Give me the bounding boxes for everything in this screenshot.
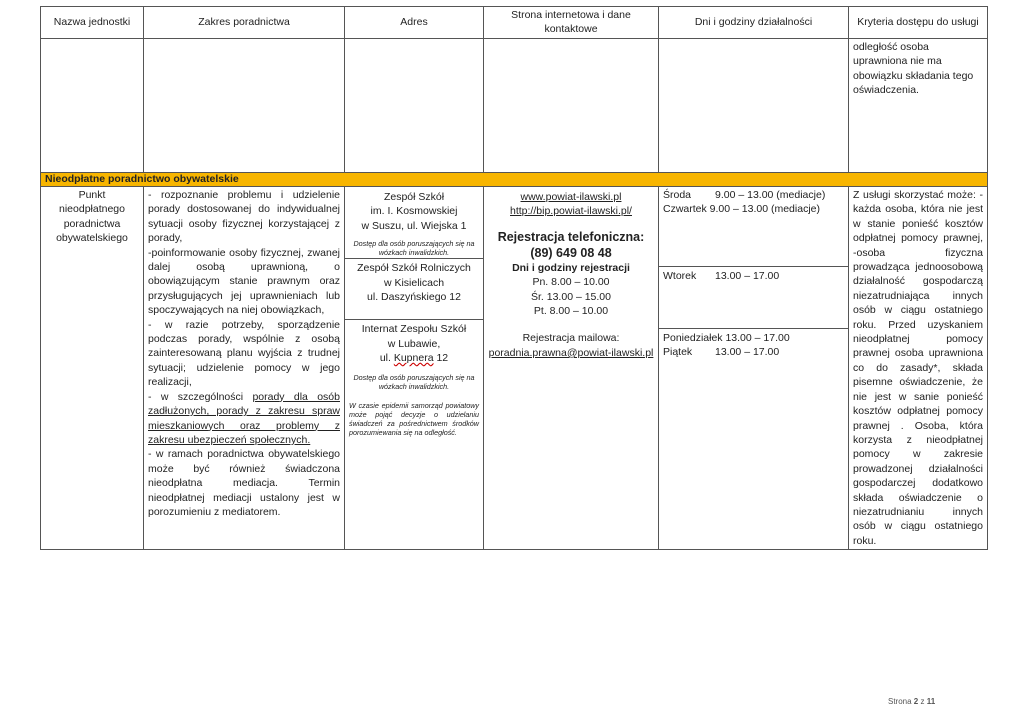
bip-link[interactable]: http://bip.powiat-ilawski.pl/: [510, 205, 632, 218]
scope-topics: porady dla osób zadłużonych, porady z zakresu spraw mieszkaniowych oraz problemy z zakresu ubezpieczeń społecznych.: [148, 390, 340, 446]
scope-cell: [144, 187, 345, 550]
address-1-line: w Suszu, ul. Wiejska 1: [361, 219, 467, 232]
header-unit-name: Nazwa jednostki: [41, 7, 144, 39]
registration-hour: Pn. 8.00 – 10.00: [532, 276, 610, 289]
email-link[interactable]: poradnia.prawna@powiat-ilawski.pl: [488, 346, 654, 359]
scope-item: - w razie potrzeby, sporządzenie podczas porady, wspólnie z osobą zainteresowaną planu wyjścia z trudnej sytuacji; udzielenie pomocy w jego realizacji,: [148, 318, 340, 389]
contact-cell: [484, 187, 659, 550]
address-2-line: w Kisielicach: [383, 276, 445, 289]
header-scope: Zakres poradnictwa: [144, 7, 345, 39]
address-cell: [345, 187, 484, 550]
scope-item: - rozpoznanie problemu i udzielenie porady dostosowanej do indywidualnej sytuacji osoby fizycznej korzystającej z porady,: [148, 189, 340, 245]
page-number: Strona 2 z 11: [888, 697, 936, 706]
criteria-cell: Z usługi skorzystać może: - każda osoba, która nie jest w stanie ponieść kosztów odpłatnej pomocy prawnej, -osoba fizyczna prowadząca jednoosobową działalność gospodarczą niezatrudniająca innych osób w ciągu ostatniego roku. Przed uzyskaniem nieodpłatnej pomocy prawnej osoba uprawniona co do zasady*, składa pisemne oświadczenie, że nie jest w sanie ponieść kosztów odpłatnej pomocy prawnej . Osoba, która korzysta z nieodpłatnej pomocy w zakresie prowadzonej działalności gospodarczej dodatkowo składa oświadczenie o niezatrudnianiu innych osób w ciągu ostatniego roku.: [849, 187, 988, 550]
unit-name: Punkt nieodpłatnego poradnictwa obywatelskiego: [41, 187, 144, 550]
website-link[interactable]: www.powiat-ilawski.pl: [520, 191, 622, 203]
schedule-item: Piątek 13.00 – 17.00: [663, 346, 780, 359]
header-address: Adres: [345, 7, 484, 39]
service-row: [41, 187, 988, 550]
epidemic-note: W czasie epidemii samorząd powiatowy może pojąć decyzje o udzielaniu świadczeń za pośrednictwem środków porozumiewania się na odległość.: [349, 401, 479, 438]
mail-heading: Rejestracja mailowa:: [522, 332, 620, 345]
continued-criteria: odległość osoba uprawniona nie ma obowiązku składania tego oświadczenia.: [849, 39, 988, 173]
phone-number: (89) 649 08 48: [530, 245, 612, 260]
address-1-line: Zespół Szkół: [383, 191, 445, 203]
address-3-line: Internat Zespołu Szkół: [361, 323, 467, 336]
section-title: Nieodpłatne poradnictwo obywatelskie: [41, 173, 988, 187]
address-2-line: Zespół Szkół Rolniczych: [357, 262, 471, 275]
registration-hours-heading: Dni i godziny rejestracji: [512, 261, 630, 274]
address-3-line: ul. Kupnera 12: [379, 352, 449, 365]
address-3-line: w Lubawie,: [387, 337, 441, 350]
header-criteria: Kryteria dostępu do usługi: [849, 7, 988, 39]
scope-item: -poinformowanie osoby fizycznej, zwanej dalej osobą uprawnioną, o obowiązującym stanie prawnym oraz przysługujących jej uprawnieniach lub spoczywających na niej obowiązkach,: [148, 246, 340, 317]
address-2-line: ul. Daszyńskiego 12: [367, 291, 461, 304]
schedule-item: Czwartek 9.00 – 13.00 (mediacje): [663, 203, 820, 216]
scope-item: - w ramach poradnictwa obywatelskiego może być również świadczona nieodpłatna mediacja. Termin nieodpłatnej mediacji ustalony jest w porozumieniu z mediatorem.: [148, 448, 340, 518]
registration-hour: Śr. 13.00 – 15.00: [531, 290, 611, 303]
schedule-item: Środa 9.00 – 13.00 (mediacje): [663, 189, 826, 201]
accessibility-note: Dostęp dla osób poruszających się na wózkach inwalidzkich.: [353, 373, 475, 392]
accessibility-note: Dostęp dla osób poruszających się na wózkach inwalidzkich.: [353, 239, 475, 258]
continued-row: [41, 39, 988, 173]
schedule-item: Wtorek 13.00 – 17.00: [663, 270, 780, 282]
phone-heading: Rejestracja telefoniczna:: [497, 229, 645, 244]
address-1-line: im. I. Kosmowskiej: [370, 205, 458, 218]
hours-cell: [659, 187, 849, 550]
schedule-item: Poniedziałek 13.00 – 17.00: [663, 332, 790, 344]
services-table: [40, 6, 988, 550]
section-row: [41, 173, 988, 187]
header-row: [41, 7, 988, 39]
header-hours: Dni i godziny działalności: [659, 7, 849, 39]
scope-item: - w szczególności porady dla osób zadłużonych, porady z zakresu spraw mieszkaniowych oraz problemy z zakresu ubezpieczeń społecznych.: [148, 390, 340, 446]
registration-hour: Pt. 8.00 – 10.00: [533, 305, 609, 318]
header-contact: Strona internetowa i dane kontaktowe: [484, 7, 659, 39]
